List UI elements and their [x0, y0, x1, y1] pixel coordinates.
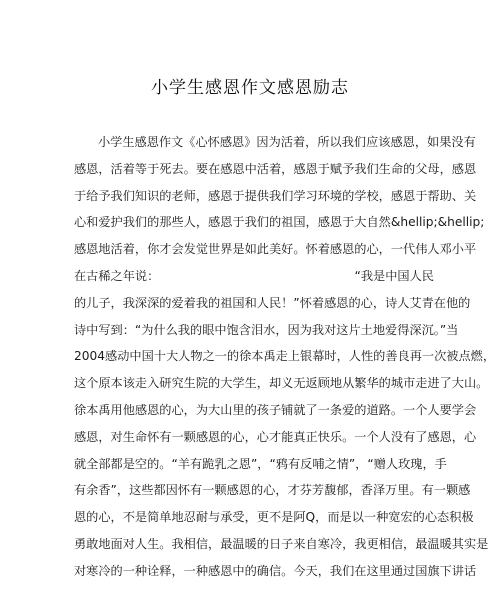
body-line-split	[74, 268, 434, 295]
body-line: 感恩，活着等于死去。要在感恩中活着，感恩于赋予我们生命的父母，感恩	[74, 161, 477, 176]
body-line: 恩的心，不是简单地忍耐与承受，更不是阿Q，而是以一种宽宏的心态积极	[74, 510, 474, 525]
document-title: 小学生感恩作文感恩励志	[151, 78, 349, 98]
body-line-left-text: 在古稀之年说：	[74, 268, 160, 283]
body-line: 就全部都是空的。“羊有跪乳之恩”，“鸦有反哺之情”，“赠人玫瑰，手	[74, 456, 447, 471]
document-body	[74, 134, 496, 590]
body-line-right-text: “我是中国人民	[354, 268, 434, 283]
body-line: 感恩地活着，你才会发觉世界是如此美好。怀着感恩的心，一代伟人邓小平	[74, 242, 477, 257]
body-line: 于给予我们知识的老师，感恩于提供我们学习环境的学校，感恩于帮助、关	[74, 188, 477, 203]
body-line: 对寒冷的一种诠释，一种感恩中的确信。今天，我们在这里通过国旗下讲话	[74, 563, 477, 578]
body-line: 这个原本该走入研究生院的大学生，却义无返顾地从繁华的城市走进了大山。	[74, 376, 489, 391]
body-line: 小学生感恩作文《心怀感恩》因为活着，所以我们应该感恩，如果没有	[98, 135, 476, 149]
body-line: 有余香”，这些都因怀有一颗感恩的心，才芬芳馥郁，香泽万里。有一颗感	[74, 483, 471, 498]
body-line: 2004感动中国十大人物之一的徐本禹走上银幕时，人性的善良再一次被点燃，	[74, 349, 496, 364]
body-line: 的儿子，我深深的爱着我的祖国和人民！”怀着感恩的心，诗人艾青在他的	[74, 295, 471, 310]
body-line: 徐本禹用他感恩的心，为大山里的孩子铺就了一条爱的道路。一个人要学会	[74, 402, 477, 417]
body-line: 心和爱护我们的那些人，感恩于我们的祖国，感恩于大自然&hellip;&hellip;	[74, 215, 485, 230]
body-line: 勇敢地面对人生。我相信，最温暖的日子来自寒冷，我更相信，最温暖其实是	[74, 536, 489, 551]
body-line: 诗中写到：“为什么我的眼中饱含泪水，因为我对这片土地爱得深沉。”当	[74, 322, 459, 337]
body-line: 感恩，对生命怀有一颗感恩的心，心才能真正快乐。一个人没有了感恩，心	[74, 429, 477, 444]
